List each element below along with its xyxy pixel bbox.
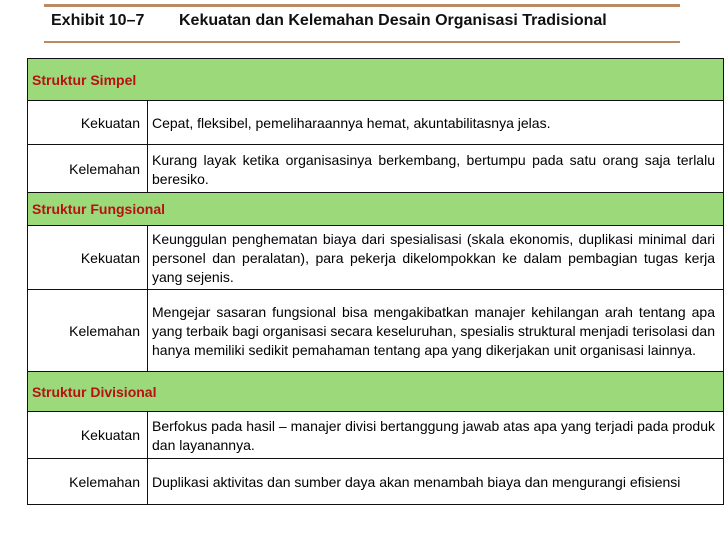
row-label: Kelemahan bbox=[28, 145, 148, 192]
table-row bbox=[28, 290, 724, 372]
row-description bbox=[148, 412, 724, 458]
row-description bbox=[148, 226, 724, 289]
row-text: Keunggulan penghematan biaya dari spesialisasi (skala ekonomis, duplikasi minimal dari personel dan peralatan), para pekerja dikelompokkan ke dalam pembagian tugas kerja yang sejenis. bbox=[152, 231, 715, 285]
row-description bbox=[148, 145, 724, 192]
row-text: Mengejar sasaran fungsional bisa mengakibatkan manajer kehilangan arah tentang apa yang terbaik bagi organisasi secara keseluruhan, spesialis struktural menjadi terisolasi dan hanya memiliki sedikit pemahaman tentang apa yang dikerjakan unit organisasi lainnya. bbox=[152, 304, 715, 358]
row-label: Kekuatan bbox=[28, 101, 148, 144]
row-text: Cepat, fleksibel, pemeliharaannya hemat, akuntabilitasnya jelas. bbox=[152, 115, 551, 131]
table-row bbox=[28, 101, 724, 145]
table-row bbox=[28, 412, 724, 459]
row-description bbox=[148, 101, 724, 144]
row-label: Kelemahan bbox=[28, 290, 148, 371]
bottom-rule bbox=[44, 41, 680, 43]
row-label: Kelemahan bbox=[28, 459, 148, 504]
exhibit-title: Kekuatan dan Kelemahan Desain Organisasi Tradisional bbox=[179, 12, 607, 29]
row-label: Kekuatan bbox=[28, 412, 148, 458]
exhibit-heading bbox=[51, 12, 607, 30]
exhibit-number: Exhibit 10–7 bbox=[51, 12, 145, 29]
row-text: Berfokus pada hasil – manajer divisi bertanggung jawab atas apa yang terjadi pada produk dan layanannya. bbox=[152, 418, 715, 453]
section-header-divisional: Struktur Divisional bbox=[28, 372, 724, 412]
strengths-weaknesses-table bbox=[27, 58, 724, 505]
row-description bbox=[148, 290, 724, 371]
section-header-functional: Struktur Fungsional bbox=[28, 193, 724, 226]
table-row bbox=[28, 226, 724, 290]
row-text: Kurang layak ketika organisasinya berkembang, bertumpu pada satu orang saja terlalu beresiko. bbox=[152, 151, 715, 187]
row-text: Duplikasi aktivitas dan sumber daya akan menambah biaya dan mengurangi efisiensi bbox=[152, 474, 681, 490]
section-header-simple: Struktur Simpel bbox=[28, 59, 724, 101]
table-row bbox=[28, 459, 724, 505]
top-rule bbox=[44, 4, 680, 7]
table-row bbox=[28, 145, 724, 193]
row-description bbox=[148, 459, 724, 504]
row-label: Kekuatan bbox=[28, 226, 148, 289]
